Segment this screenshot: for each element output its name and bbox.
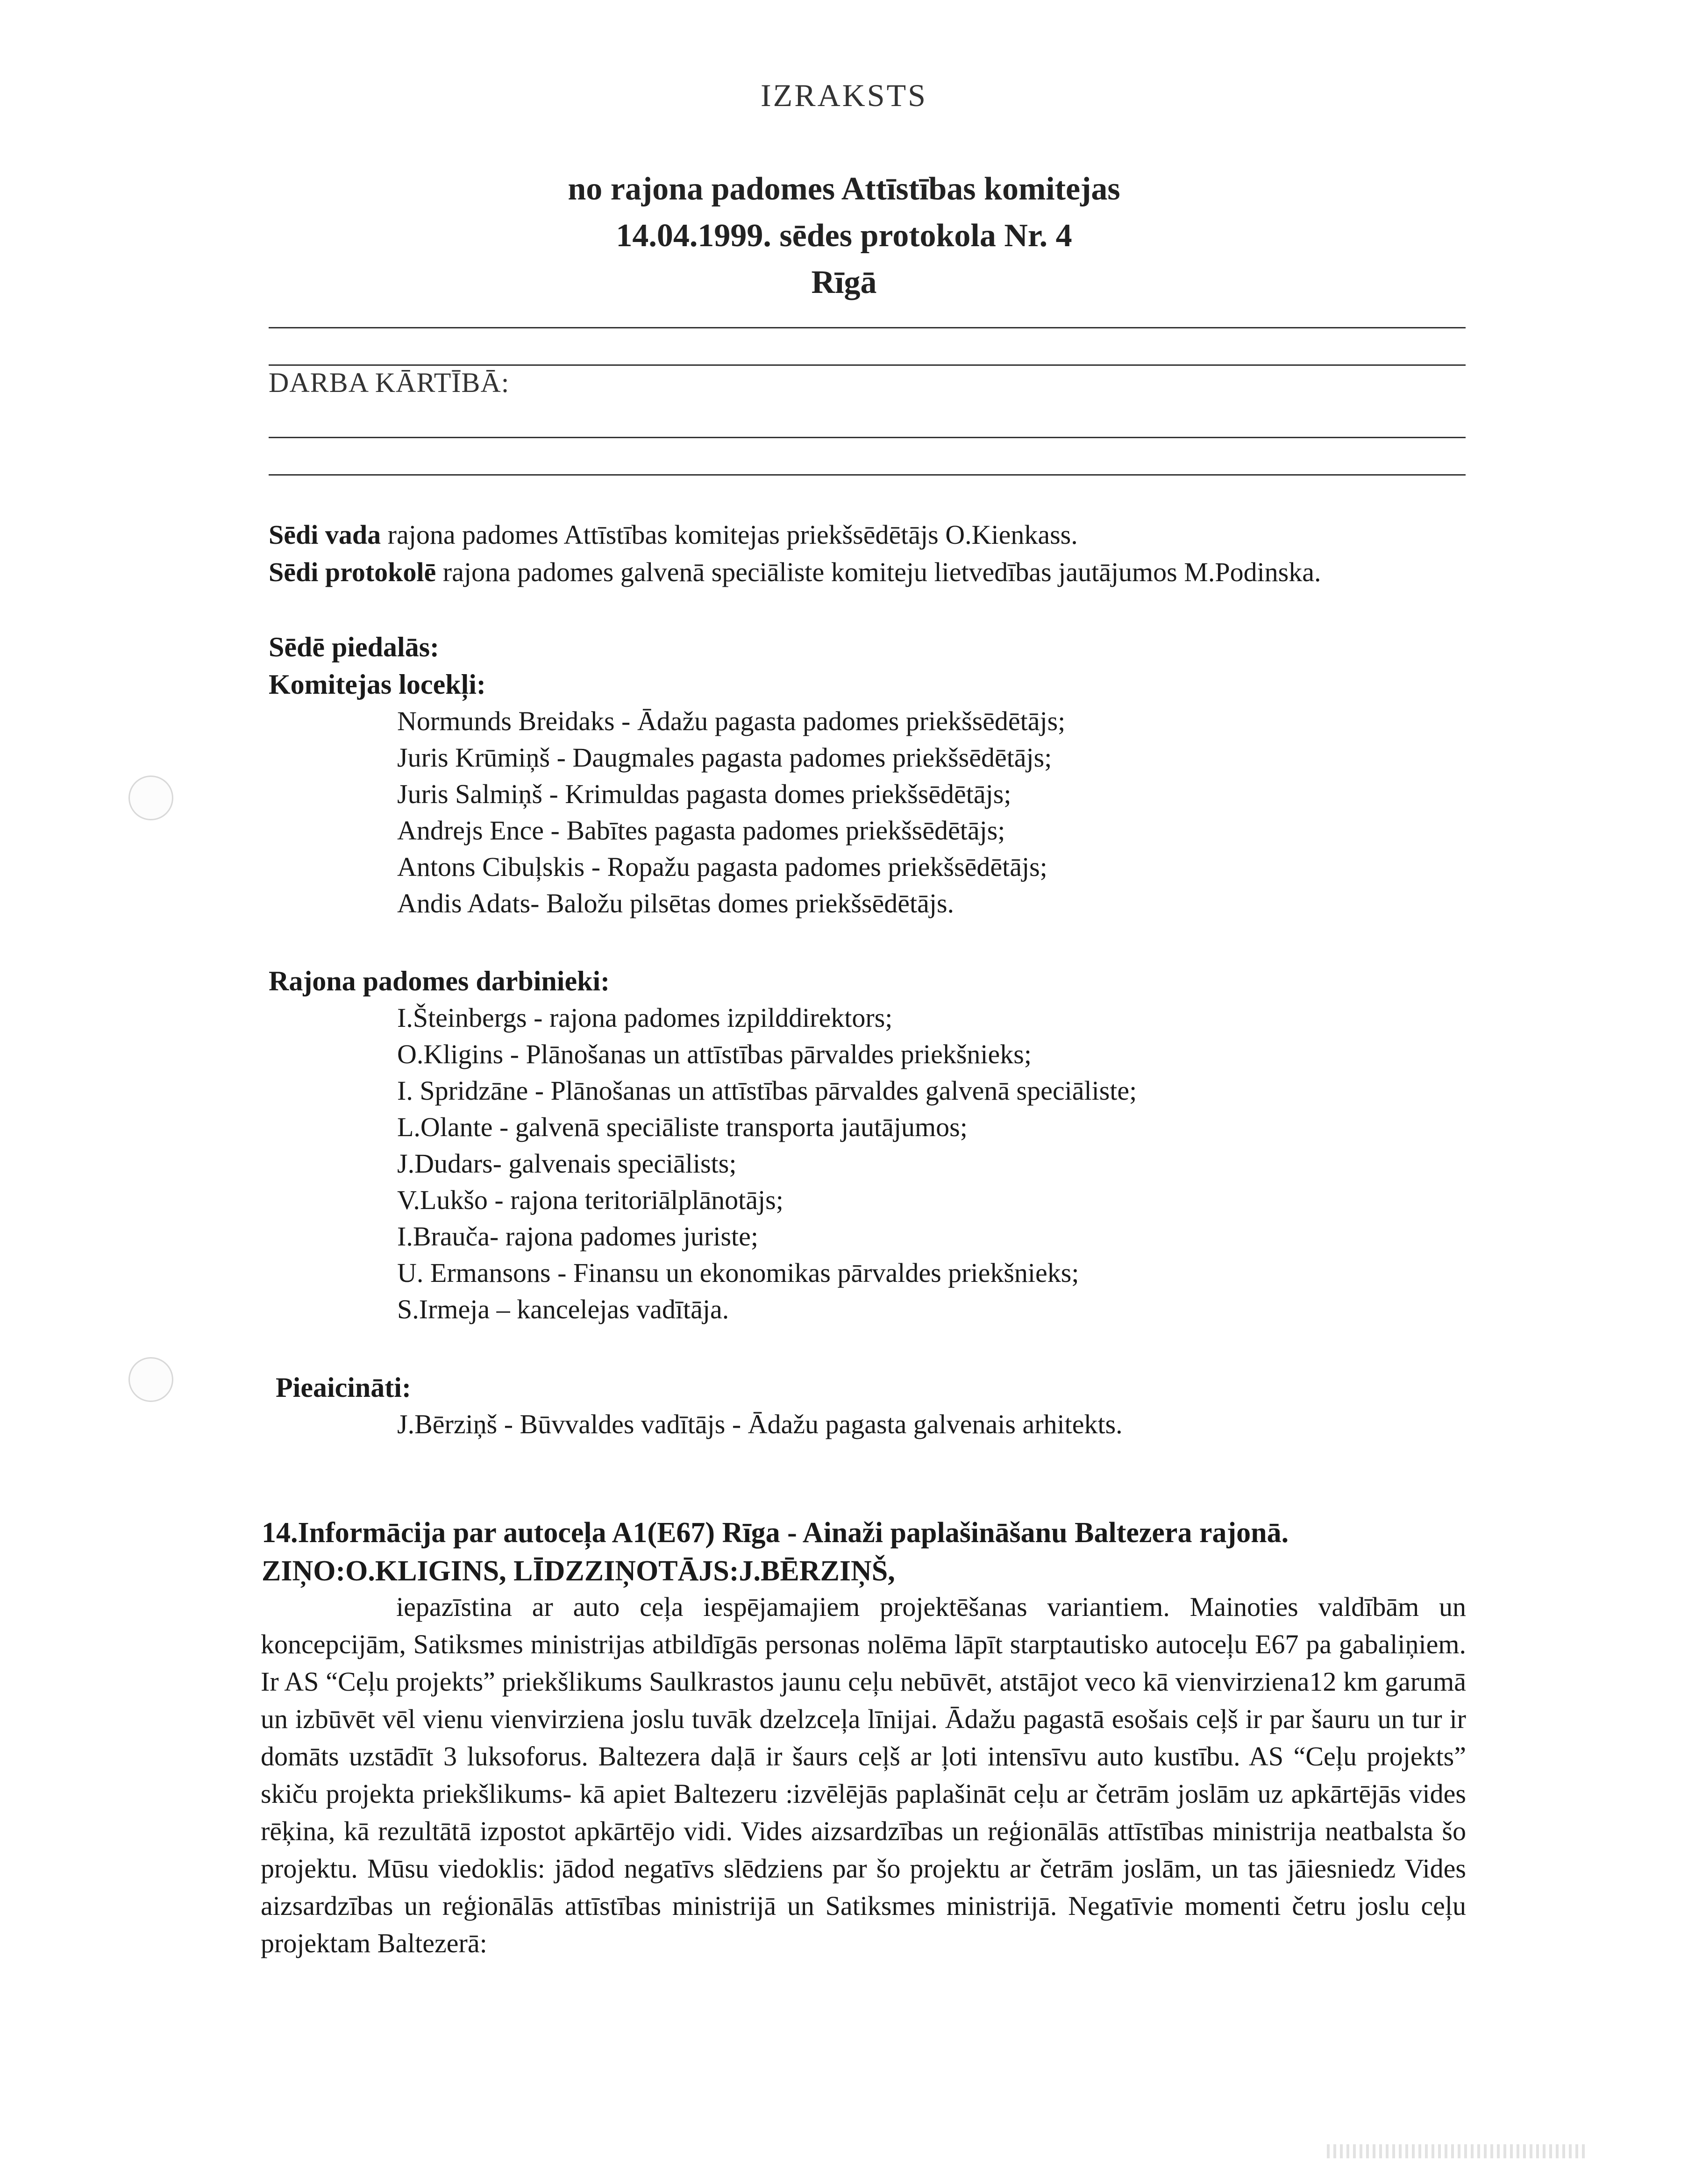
staff-list [397, 1000, 1137, 1328]
secretary-text: rajona padomes galvenā speciāliste komiteju lietvedības jautājumos M.Podinska. [436, 557, 1321, 587]
list-item: O.Kligins - Plānošanas un attīstības pārvaldes priekšnieks; [397, 1039, 1032, 1069]
list-item: U. Ermansons - Finansu un ekonomikas pārvaldes priekšnieks; [397, 1258, 1079, 1288]
punch-hole-top [128, 775, 173, 820]
subtitle-place: Rīgā [811, 264, 877, 300]
document-title: IZRAKSTS [761, 78, 927, 113]
list-item: J.Dudars- galvenais speciālists; [397, 1148, 737, 1179]
punch-hole-bottom [128, 1357, 173, 1402]
divider-line [269, 437, 1466, 438]
list-item: S.Irmeja – kancelejas vadītāja. [397, 1294, 729, 1324]
list-item: Antons Cibuļskis - Ropažu pagasta padomes priekšsēdētājs; [397, 852, 1047, 882]
scan-noise [1327, 2144, 1588, 2158]
list-item: I.Šteinbergs - rajona padomes izpilddirektors; [397, 1003, 893, 1033]
subtitle-committee: no rajona padomes Attīstības komitejas [568, 171, 1120, 207]
list-item: Juris Krūmiņš - Daugmales pagasta padomes priekšsēdētājs; [397, 742, 1052, 773]
list-item: Normunds Breidaks - Ādažu pagasta padomes priekšsēdētājs; [397, 706, 1066, 736]
chair-section [269, 516, 1321, 591]
invited-list [397, 1406, 1123, 1443]
participants-heading-block [269, 628, 486, 703]
staff-heading: Rajona padomes darbinieki: [269, 966, 610, 996]
list-item: J.Bērziņš - Būvvaldes vadītājs - Ādažu pagasta galvenais arhitekts. [397, 1409, 1123, 1439]
agenda-label: DARBA KĀRTĪBĀ: [269, 367, 510, 398]
participants-heading: Sēdē piedalās: [269, 632, 440, 662]
agenda-item-body: iepazīstina ar auto ceļa iespējamajiem projektēšanas variantiem. Mainoties valdībām un koncepcijām, Satiksmes ministrijas atbildīgās personas nolēma lāpīt starptautisko autoceļu E67 pa gabaliņiem. Ir AS “Ceļu projekts” priekšlikums Saulkrastos jaunu ceļu nebūvēt, atstājot veco kā vienvirziena12 km garumā un izbūvēt vēl vienu vienvirziena joslu tuvāk dzelzceļa līnijai. Ādažu pagastā esošais ceļš ir par šauru un tur ir domāts uzstādīt 3 luksoforus. Baltezera daļā ir šaurs ceļš ar ļoti intensīvu auto kustību. AS “Ceļu projekts” skiču projekta priekšlikums- kā apiet Baltezeru :izvēlējās paplašināt ceļu ar četrām joslām uz apkārtējās vides rēķina, kā rezultātā izpostot apkārtējo vidi. Vides aizsardzības un reģionālās attīstības ministrija neatbalsta šo projektu. Mūsu viedoklis: jādod negatīvs slēdziens par šo projektu ar četrām joslām, un tas jāiesniedz Vides aizsardzības un reģionālās attīstības ministrijā un Satiksmes ministrijā. Negatīvie momenti četru joslu ceļu projektam Baltezerā: [261, 1592, 1466, 1958]
list-item: L.Olante - galvenā speciāliste transporta jautājumos; [397, 1112, 968, 1142]
subtitle-protocol: 14.04.1999. sēdes protokola Nr. 4 [616, 218, 1072, 254]
agenda-item-reporters: ZIŅO:O.KLIGINS, LĪDZZIŅOTĀJS:J.BĒRZIŅŠ, [262, 1555, 895, 1587]
secretary-line [269, 554, 1321, 591]
invited-heading: Pieaicināti: [276, 1372, 411, 1403]
members-list [397, 703, 1065, 922]
list-item: Juris Salmiņš - Krimuldas pagasta domes priekšsēdētājs; [397, 779, 1011, 809]
list-item: I. Spridzāne - Plānošanas un attīstības pārvaldes galvenā speciāliste; [397, 1075, 1137, 1106]
secretary-label: Sēdi protokolē [269, 557, 436, 587]
divider-line [269, 327, 1466, 328]
chair-line [269, 516, 1321, 554]
members-heading: Komitejas locekļi: [269, 669, 486, 700]
list-item: I.Brauča- rajona padomes juriste; [397, 1221, 759, 1252]
list-item: V.Lukšo - rajona teritoriālplānotājs; [397, 1185, 783, 1215]
chair-label: Sēdi vada [269, 519, 381, 550]
divider-line [269, 474, 1466, 476]
chair-text: rajona padomes Attīstības komitejas priekšsēdētājs O.Kienkass. [381, 519, 1078, 550]
agenda-item-heading [262, 1514, 1289, 1590]
document-subtitle [0, 166, 1688, 306]
list-item: Andis Adats- Baložu pilsētas domes priekšsēdētājs. [397, 888, 954, 918]
list-item: Andrejs Ence - Babītes pagasta padomes priekšsēdētājs; [397, 815, 1005, 846]
agenda-item-title: 14.Informācija par autoceļa A1(E67) Rīga - Ainaži paplašināšanu Baltezera rajonā. [262, 1517, 1289, 1549]
divider-line [269, 364, 1466, 366]
